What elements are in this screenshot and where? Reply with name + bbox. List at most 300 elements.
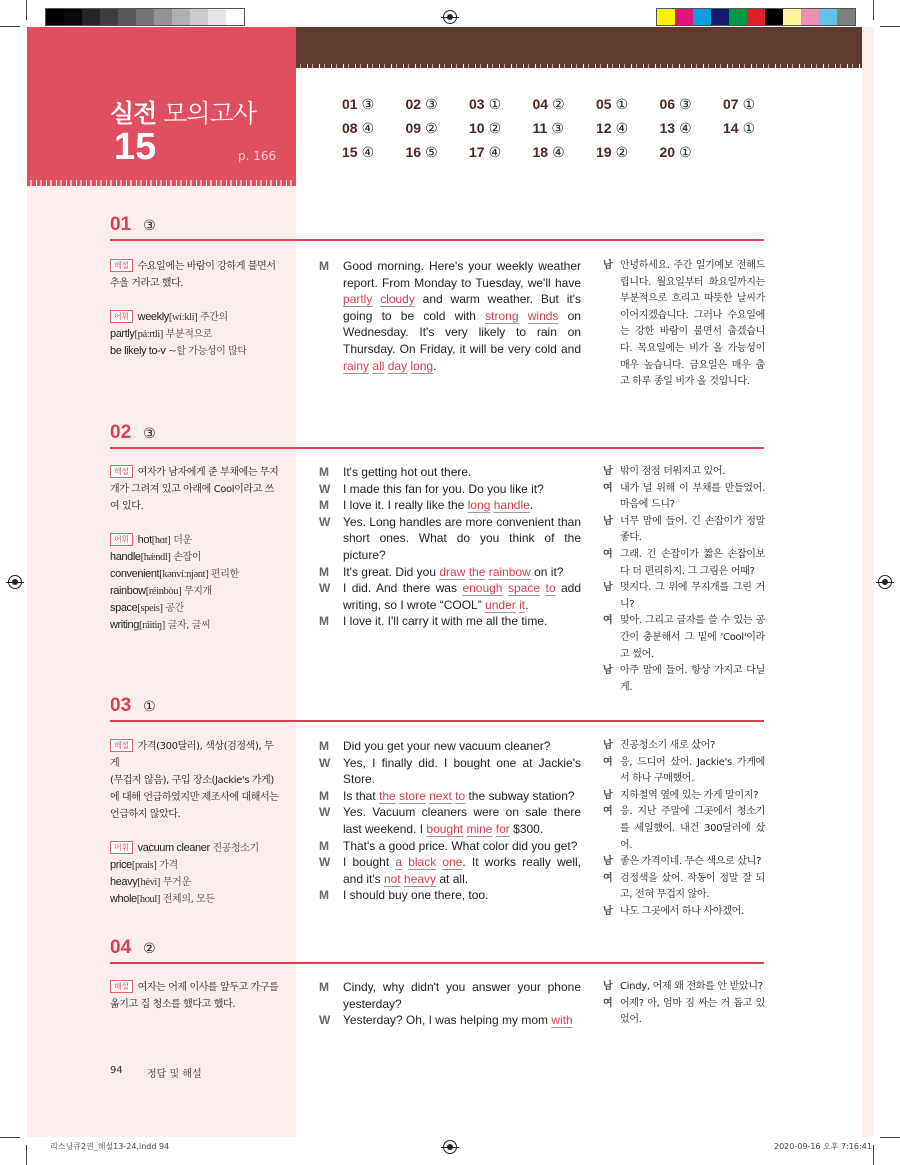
page-number: 94	[110, 1065, 123, 1076]
question-number: 03	[110, 695, 132, 716]
answer-key-item	[596, 96, 660, 116]
question-number: 07	[723, 96, 739, 112]
answer-key-item	[406, 144, 470, 164]
script-text: I did. And there was	[343, 581, 463, 596]
vocab-pronunciation: [prais]	[131, 860, 157, 871]
vocab-pronunciation: [wíːkli]	[168, 312, 198, 323]
question-header	[110, 214, 764, 236]
script-text: .	[529, 498, 534, 513]
vocab-item	[110, 549, 282, 566]
question-number: 01	[342, 96, 358, 112]
script-line	[319, 804, 581, 837]
translation-column	[603, 979, 765, 1029]
script-line	[319, 788, 581, 805]
page-reference: p. 166	[238, 149, 277, 163]
vocab-meaning: 무지개	[183, 586, 212, 597]
vocab-word: be likely to-v	[110, 345, 166, 357]
right-edge-strip	[862, 27, 874, 1137]
question-number: 09	[405, 120, 422, 136]
section-divider	[110, 962, 764, 964]
explanation-line	[110, 481, 282, 498]
spacer	[110, 292, 282, 309]
answer-choice: ⑤	[425, 144, 438, 160]
vocab-meaning: 무거운	[162, 877, 191, 888]
script-text: I love it. I really like the	[343, 498, 468, 513]
vocab-word: whole	[110, 893, 137, 905]
explanation-text: 언급하지 않았다.	[110, 809, 181, 820]
vocab-meaning: 부분적으로	[165, 329, 213, 340]
script-line	[319, 887, 581, 904]
section-divider	[110, 447, 764, 449]
vocab-word: weekly	[137, 311, 169, 323]
speaker-label: 여	[603, 482, 613, 494]
utterance	[343, 258, 581, 374]
cmyk-color-bar	[656, 8, 856, 26]
vocab-meaning: 손잡이	[173, 552, 202, 563]
explanation-line	[110, 738, 282, 772]
speaker-label: 남	[603, 515, 613, 527]
gray-swatch	[208, 9, 226, 25]
question-number: 01	[110, 214, 132, 235]
utterance	[343, 887, 581, 904]
script-text: at all.	[436, 871, 469, 886]
script-text: Good morning. Here's your weekly weather report. From Monday to Tuesday, we'll have	[343, 259, 581, 290]
slug-filename: 리스닝큐2권_해설13-24.indd 94	[50, 1142, 170, 1151]
utterance	[343, 838, 581, 855]
vocab-word: writing	[110, 619, 139, 631]
question-number: 10	[469, 120, 485, 136]
dictation-answer: it	[519, 597, 526, 612]
speaker-label: 여	[603, 615, 613, 627]
vocab-pronunciation: [speis]	[137, 603, 163, 614]
translation-text: 멋지다. 그 위에 무지개를 그린 거니?	[620, 582, 765, 610]
script-column	[319, 979, 581, 1029]
utterance	[343, 464, 581, 481]
dictation-answer: rainy	[343, 358, 370, 373]
answer-key-item	[342, 96, 406, 116]
test-number: 15	[114, 126, 157, 168]
script-text	[372, 292, 380, 306]
crop-mark	[0, 1137, 20, 1138]
translation-line	[603, 663, 765, 696]
section-divider	[110, 239, 764, 241]
explanation-tag: 해설	[110, 465, 133, 478]
translation-line	[603, 481, 765, 514]
script-line	[319, 497, 581, 514]
dictation-answer: store	[399, 788, 426, 803]
translation-text: 그래. 긴 손잡이가 짧은 손잡이보다 더 편리하지. 그 그림은 어때?	[620, 548, 765, 577]
translation-line	[603, 613, 765, 663]
explanation-text: 여자는 어제 이사를 앞두고 가구를	[137, 982, 279, 993]
vocab-pronunciation: [réinbòu]	[145, 586, 182, 597]
vocab-pronunciation: [hévi]	[137, 877, 161, 888]
answer-key-item	[342, 120, 406, 140]
question-number: 16	[405, 144, 422, 160]
vocab-meaning: 가격	[159, 860, 178, 871]
explanation-line	[110, 498, 282, 515]
registration-mark-icon	[443, 1140, 457, 1154]
utterance	[343, 738, 581, 755]
script-text: I bought	[343, 855, 396, 870]
question-number: 08	[342, 120, 358, 136]
utterance	[343, 481, 581, 498]
script-column	[319, 738, 581, 904]
question-answer: ③	[143, 218, 156, 234]
script-line	[319, 464, 581, 481]
translation-text: Cindy, 어제 왜 전화를 안 받았니?	[620, 981, 763, 992]
vocab-meaning: 전체의, 모든	[162, 894, 215, 905]
script-text	[519, 309, 528, 323]
answer-key-item	[660, 144, 724, 164]
answer-key-item	[533, 120, 597, 140]
script-line	[319, 1012, 581, 1029]
utterance	[343, 497, 581, 514]
dictation-answer: black	[408, 855, 437, 870]
gray-swatch	[64, 9, 82, 25]
question-number: 15	[342, 144, 358, 160]
speaker-label: 남	[603, 789, 613, 801]
color-swatch	[675, 9, 693, 25]
explanation-text: 수요일에는 바람이 강하게 불면서	[137, 261, 276, 272]
gray-swatch	[154, 9, 172, 25]
translation-column	[603, 464, 765, 696]
answer-key-item	[533, 144, 597, 164]
question-number: 11	[532, 120, 548, 136]
script-text: Yesterday? Oh, I was helping my mom	[343, 1013, 552, 1028]
answer-choice: ④	[679, 120, 692, 136]
explanation-tag: 해설	[110, 739, 133, 752]
speaker-label: M	[319, 465, 329, 479]
translation-line	[603, 854, 765, 871]
dictation-answer: not	[383, 871, 401, 886]
script-text: Cindy, why didn't you answer your phone yesterday?	[343, 980, 581, 1011]
speaker-label: M	[319, 888, 329, 903]
answer-choice: ①	[615, 96, 629, 112]
crop-mark	[873, 0, 874, 20]
spacer	[110, 515, 282, 532]
dictation-answer: rainbow	[488, 564, 531, 579]
vocab-word: partly	[110, 328, 135, 340]
registration-mark-icon	[443, 10, 457, 24]
script-line	[319, 258, 581, 374]
script-text: Yes. Vacuum cleaners were on sale there last weekend. I	[343, 805, 581, 836]
header-band	[296, 27, 862, 65]
vocabulary-tag: 어휘	[110, 533, 133, 546]
script-text: It's getting hot out there.	[343, 465, 472, 479]
question-number: 19	[596, 144, 612, 160]
color-swatch	[819, 9, 837, 25]
dictation-answer: with	[551, 1013, 573, 1028]
vocab-item	[110, 600, 282, 617]
answer-key-item	[469, 120, 533, 140]
explanation-column	[110, 258, 282, 360]
vocab-word: handle	[110, 551, 141, 563]
explanation-line	[110, 996, 282, 1013]
dictation-answer: draw	[439, 564, 466, 579]
question-number: 12	[596, 120, 612, 136]
explanation-line	[110, 258, 282, 275]
speaker-label: 남	[603, 905, 613, 917]
gray-swatch	[82, 9, 100, 25]
speaker-label: 남	[603, 466, 613, 477]
answer-choice: ①	[488, 96, 502, 112]
answer-key-item	[342, 144, 406, 164]
question-header	[110, 422, 764, 444]
script-text: I love it. I'll carry it with me all the time.	[343, 614, 548, 629]
question-number: 02	[405, 96, 422, 112]
vocab-meaning: 글자, 글씨	[167, 620, 211, 631]
speaker-label: M	[319, 980, 329, 994]
script-line	[319, 979, 581, 1012]
speaker-label: M	[319, 739, 329, 753]
dictation-answer: the	[379, 788, 396, 803]
translation-line	[603, 788, 765, 805]
speaker-label: W	[319, 805, 331, 820]
vocab-pronunciation: [kənvíːnjənt]	[159, 569, 209, 580]
script-text: . It works really well, and it's	[343, 855, 581, 886]
dictation-answer: to	[545, 581, 556, 596]
script-line	[319, 854, 581, 887]
gray-swatch	[190, 9, 208, 25]
translation-text: 응, 드디어 샀어. Jackie's 가게에서 하나 구매했어.	[620, 756, 765, 785]
registration-mark-icon	[8, 575, 22, 589]
utterance	[343, 613, 581, 630]
vocab-pronunciation: [hɑt]	[151, 535, 171, 546]
crop-mark	[0, 26, 20, 27]
translation-line	[603, 804, 765, 854]
vocab-meaning: 편리한	[211, 569, 239, 580]
script-text: on Wednesday. It's very likely to rain on Thursday. On Friday, it will be very cold and	[343, 308, 581, 356]
explanation-line	[110, 806, 282, 823]
explanation-text: 여 있다.	[110, 501, 144, 512]
dictation-answer: long	[467, 498, 491, 513]
script-column	[319, 464, 581, 630]
script-text: Yes. Long handles are more convenient than short ones. What do you think of the picture?	[343, 514, 581, 562]
question-answer: ②	[143, 941, 156, 957]
utterance	[343, 755, 581, 788]
color-swatch	[747, 9, 765, 25]
dictation-answer: a	[395, 855, 403, 870]
speaker-label: 여	[603, 548, 613, 560]
translation-text: 안녕하세요. 주간 일기예보 전해드립니다. 월요일부터 화요일까지는 부분적으로 흐리고 따뜻한 날씨가 이어지겠습니다. 그러나 수요일에는 강한 바람이 불면서 춥겠습니다. 목요일에는 비가 올 가능성이 매우 높습니다. 금요일은 매우 춥고 하루 종일 비가 올 것입니다.	[620, 260, 765, 388]
script-line	[319, 838, 581, 855]
vocab-meaning: ~할 가능성이 많다	[168, 346, 247, 357]
translation-text: 검정색을 샀어. 작동이 정말 잘 되고, 전혀 무겁지 않아.	[620, 872, 765, 901]
answer-key-item	[723, 96, 787, 116]
translation-line	[603, 871, 765, 904]
translation-text: 내가 널 위해 이 부채를 만들었어. 마음에 드니?	[620, 482, 765, 511]
speaker-label: 남	[603, 665, 613, 677]
script-line	[319, 481, 581, 498]
utterance	[343, 514, 581, 564]
vocab-item	[110, 840, 282, 857]
translation-text: 맞아. 그리고 글자를 쓸 수 있는 공간이 충분해서 그 밑에 'Cool'이라고 썼어.	[620, 615, 765, 660]
translation-line	[603, 738, 765, 755]
dictation-answer: one	[442, 855, 463, 870]
script-text: .	[525, 597, 529, 612]
vocab-word: hot	[137, 534, 152, 546]
utterance	[343, 564, 581, 581]
answer-key-item	[469, 96, 533, 116]
explanation-line	[110, 275, 282, 292]
speaker-label: 남	[603, 981, 613, 992]
answer-key-item	[406, 96, 470, 116]
answer-key-item	[406, 120, 470, 140]
script-line	[319, 613, 581, 630]
speaker-label: 여	[603, 872, 613, 884]
answer-choice: ①	[742, 96, 756, 112]
question-number: 18	[532, 144, 549, 160]
vocab-word: vacuum cleaner	[137, 842, 210, 854]
speaker-label: W	[319, 1013, 331, 1028]
speaker-label: 여	[603, 997, 613, 1009]
vocab-word: rainbow	[110, 585, 146, 597]
script-text: That's a good price. What color did you get?	[343, 838, 578, 853]
gray-color-bar	[45, 8, 245, 26]
dictation-answer: winds	[527, 308, 559, 323]
slug-datetime: 2020-09-16 오후 7:16:41	[774, 1142, 872, 1151]
answer-key-item	[596, 144, 660, 164]
translation-column	[603, 258, 765, 391]
answer-choice: ②	[552, 96, 565, 112]
translation-text: 나도 그곳에서 하나 사야겠어.	[620, 905, 744, 917]
color-swatch	[693, 9, 711, 25]
vocabulary-tag: 어휘	[110, 841, 133, 854]
script-text: on it?	[530, 564, 564, 579]
explanation-column	[110, 979, 282, 1013]
answer-choice: ④	[615, 120, 629, 136]
vocab-item	[110, 857, 282, 874]
vocab-pronunciation: [houl]	[136, 894, 161, 905]
dictation-answer: the	[468, 564, 486, 579]
answer-choice: ③	[425, 96, 438, 112]
question-number: 02	[110, 422, 132, 443]
color-swatch	[765, 9, 783, 25]
vocab-meaning: 공간	[165, 603, 184, 614]
gray-swatch	[46, 9, 64, 25]
crop-mark	[26, 1145, 27, 1165]
explanation-column	[110, 464, 282, 634]
script-text: I made this fan for you. Do you like it?	[343, 481, 544, 496]
utterance	[343, 1012, 581, 1029]
script-column	[319, 258, 581, 374]
vocab-pronunciation: [ráitiŋ]	[139, 620, 165, 631]
speaker-label: 남	[603, 856, 613, 868]
speaker-label: 남	[603, 740, 613, 751]
explanation-text: 여자가 남자에게 준 부채에는 무지	[137, 467, 279, 478]
script-text: It's great. Did you	[343, 564, 440, 579]
vocab-item	[110, 532, 282, 549]
dictation-answer: next	[429, 788, 452, 803]
speaker-label: W	[319, 481, 331, 496]
utterance	[343, 804, 581, 837]
gray-swatch	[136, 9, 154, 25]
speaker-label: 여	[603, 806, 613, 818]
utterance	[343, 979, 581, 1012]
question-number: 04	[532, 96, 549, 112]
dictation-answer: day	[387, 358, 408, 373]
translation-column	[603, 738, 765, 921]
question-header	[110, 695, 764, 717]
answer-key-item	[723, 120, 787, 140]
crop-mark	[873, 1145, 874, 1165]
script-text: Is that	[343, 788, 380, 803]
translation-line	[603, 979, 765, 996]
question-number: 03	[469, 96, 485, 112]
question-number: 17	[469, 144, 485, 160]
vocab-item	[110, 874, 282, 891]
answer-choice: ②	[425, 120, 438, 136]
vocab-word: price	[110, 859, 132, 871]
answer-choice: ③	[551, 120, 564, 136]
question-number: 06	[659, 96, 676, 112]
explanation-line	[110, 979, 282, 996]
script-text: and warm weather. But it's going to be cold with	[343, 292, 581, 323]
script-line	[319, 738, 581, 755]
script-text: Did you get your new vacuum cleaner?	[343, 739, 551, 753]
speaker-label: 남	[603, 582, 613, 594]
script-text: add writing, so I wrote “COOL”	[343, 581, 581, 612]
dictation-answer: handle	[493, 498, 530, 513]
explanation-text: 추울 거라고 했다.	[110, 278, 184, 289]
speaker-label: M	[319, 564, 329, 579]
question-number: 05	[596, 96, 612, 112]
gray-swatch	[100, 9, 118, 25]
title-light: 모의고사	[163, 99, 256, 128]
dictation-answer: partly	[343, 292, 373, 307]
vocab-item	[110, 309, 282, 326]
script-line	[319, 580, 581, 613]
question-answer: ①	[143, 699, 156, 715]
title-bold: 실전	[110, 99, 157, 128]
dictation-answer: cloudy	[380, 292, 415, 307]
translation-text: 너무 맘에 들어. 긴 손잡이가 정말 좋다.	[620, 515, 765, 544]
utterance	[343, 580, 581, 613]
translation-text: 어제? 아, 엄마 짐 싸는 거 돕고 있었어.	[620, 997, 765, 1026]
gray-swatch	[118, 9, 136, 25]
footer-section-title: 정답 및 해설	[147, 1069, 202, 1080]
translation-text: 지하철역 옆에 있는 가게 말이지?	[620, 789, 759, 801]
dictation-answer: mine	[466, 821, 493, 836]
color-swatch	[837, 9, 855, 25]
translation-line	[603, 580, 765, 613]
script-text: the subway station?	[465, 788, 575, 803]
utterance	[343, 788, 581, 805]
speaker-label: W	[319, 755, 331, 770]
answer-key-item	[533, 96, 597, 116]
translation-line	[603, 996, 765, 1029]
vocab-item	[110, 891, 282, 908]
script-line	[319, 514, 581, 564]
dictation-answer: under	[485, 597, 516, 612]
script-text: $300.	[509, 821, 544, 836]
crop-mark	[880, 26, 900, 27]
vocab-pronunciation: [hǽndl]	[140, 552, 171, 563]
color-swatch	[729, 9, 747, 25]
gray-swatch	[172, 9, 190, 25]
translation-text: 응. 지난 주말에 그곳에서 청소기를 세일했어. 내건 300달러에 샀어.	[620, 806, 765, 851]
translation-text: 좋은 가격이네. 무슨 색으로 샀니?	[620, 856, 762, 868]
explanation-line	[110, 789, 282, 806]
script-text: I should buy one there, too.	[343, 888, 489, 903]
speaker-label: M	[319, 498, 329, 513]
test-title	[110, 94, 256, 130]
dictation-answer: strong	[485, 308, 519, 323]
answer-choice: ①	[742, 120, 756, 136]
speaker-label: W	[319, 581, 331, 596]
color-swatch	[783, 9, 801, 25]
answer-key-item	[596, 120, 660, 140]
